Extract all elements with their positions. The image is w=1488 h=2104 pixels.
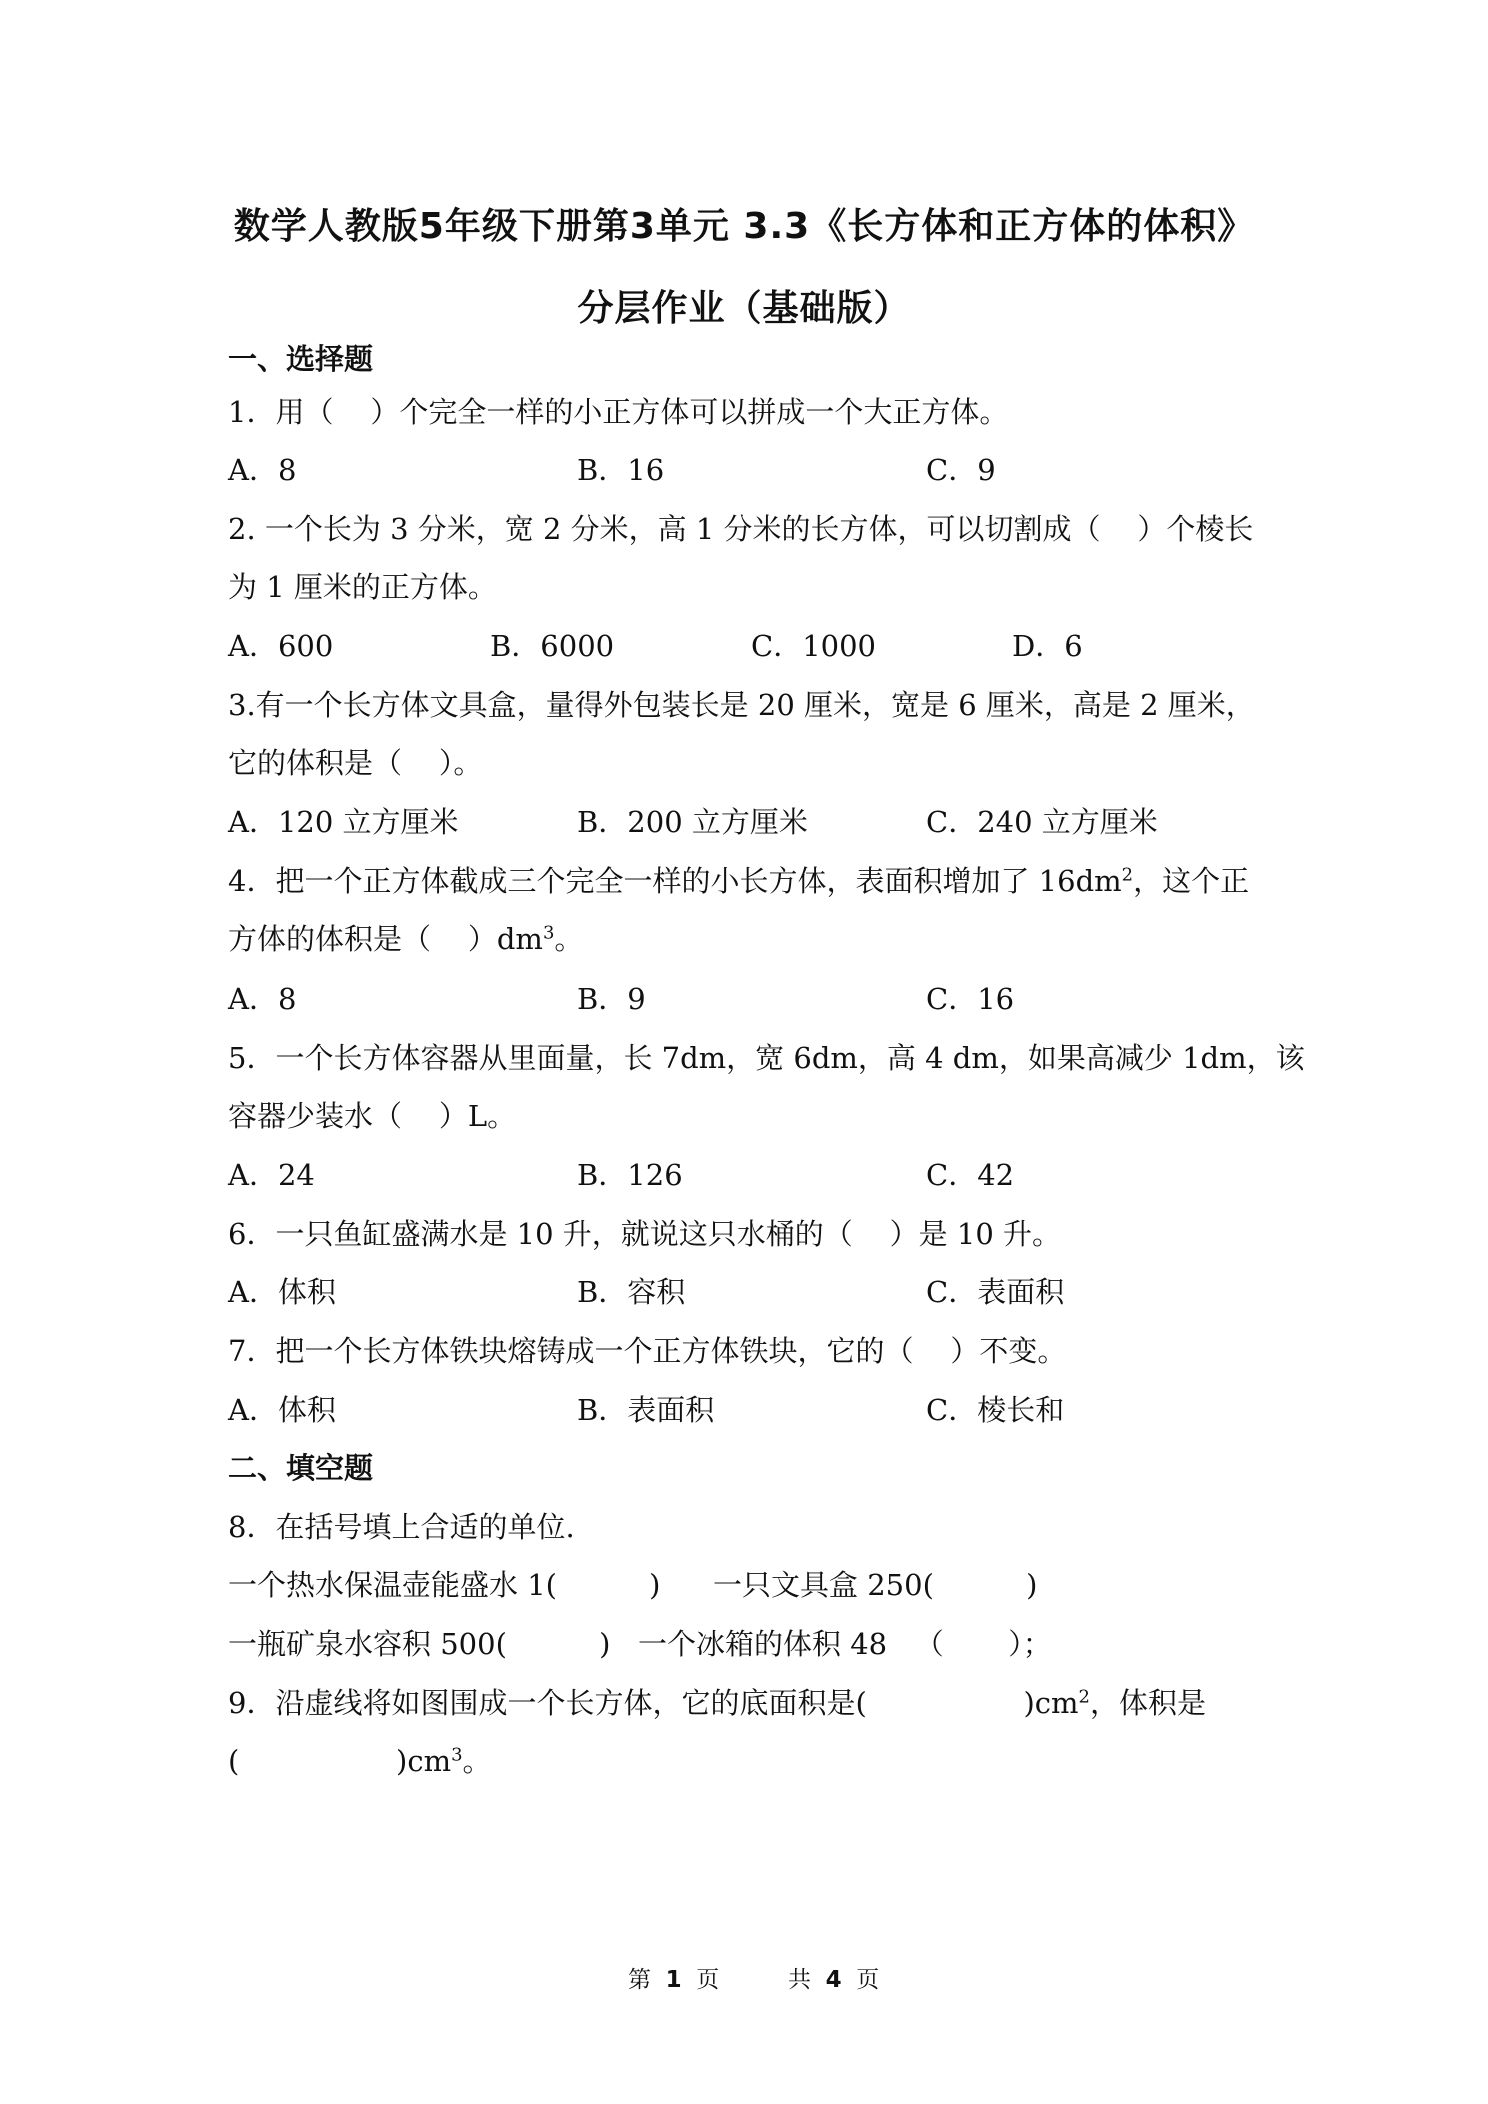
question-9-text-line1: 9．沿虚线将如图围成一个长方体，它的底面积是( )$cm^2$，体积是	[228, 1686, 1206, 1720]
question-2-option-b: B．6000	[490, 629, 615, 663]
question-4-option-a: A．8	[228, 982, 297, 1016]
question-5-option-b: B．126	[577, 1158, 683, 1192]
question-8-item-water-bottle: 一瓶矿泉水容积 500( )	[228, 1627, 611, 1661]
question-8-item-thermos: 一个热水保温壶能盛水 1( )	[228, 1568, 661, 1602]
question-4-text-line2: 方体的体积是（ ）$dm^3$。	[228, 922, 584, 956]
section-heading-fill-blank: 二、填空题	[228, 1451, 374, 1485]
question-3-text-line1: 3.有一个长方体文具盒，量得外包装长是 20 厘米，宽是 6 厘米，高是 2 厘米，	[228, 688, 1255, 722]
question-1-text: 1．用（ ）个完全一样的小正方体可以拼成一个大正方体。	[228, 395, 1009, 429]
question-9-text-line2: ( )$cm^3$。	[228, 1744, 492, 1778]
superscript: 2	[1121, 864, 1134, 886]
superscript: 3	[542, 922, 555, 944]
question-6-option-a: A．体积	[228, 1275, 336, 1309]
question-8-item-fridge: 一个冰箱的体积 48 （ ）；	[638, 1627, 1052, 1661]
question-3-text-line2: 它的体积是（ ）。	[228, 746, 483, 780]
question-5-text-line2: 容器少装水（ ）L。	[228, 1099, 517, 1133]
question-3-option-a: A．120 立方厘米	[228, 805, 459, 839]
question-2-option-d: D．6	[1012, 629, 1083, 663]
page-number: 第 1 页	[628, 1967, 720, 1993]
page-total: 共 4 页	[788, 1967, 880, 1993]
question-8-text: 8．在括号填上合适的单位.	[228, 1510, 575, 1544]
question-7-option-a: A．体积	[228, 1393, 336, 1427]
question-2-text-line1: 2. 一个长为 3 分米，宽 2 分米，高 1 分米的长方体，可以切割成（ ）个棱长	[228, 512, 1254, 546]
question-7-text: 7．把一个长方体铁块熔铸成一个正方体铁块，它的（ ）不变。	[228, 1334, 1067, 1368]
question-1-option-c: C．9	[926, 453, 996, 487]
question-5-option-a: A．24	[228, 1158, 315, 1192]
question-2-text-line2: 为 1 厘米的正方体。	[228, 570, 497, 604]
question-6-option-c: C．表面积	[926, 1275, 1065, 1309]
superscript: 3	[451, 1744, 463, 1766]
question-4-option-c: C．16	[926, 982, 1015, 1016]
question-7-option-c: C．棱长和	[926, 1393, 1065, 1427]
question-7-option-b: B．表面积	[577, 1393, 715, 1427]
question-5-text-line1: 5．一个长方体容器从里面量，长 7dm，宽 6dm，高 4 dm，如果高减少 1dm，该	[228, 1041, 1305, 1075]
question-5-option-c: C．42	[926, 1158, 1015, 1192]
question-1-option-b: B．16	[577, 453, 665, 487]
question-2-option-a: A．600	[228, 629, 334, 663]
question-4-option-b: B．9	[577, 982, 646, 1016]
document-subtitle: 分层作业（基础版）	[577, 288, 911, 329]
question-6-text: 6．一只鱼缸盛满水是 10 升，就说这只水桶的（ ）是 10 升。	[228, 1217, 1062, 1251]
question-4-text-line1: 4．把一个正方体截成三个完全一样的小长方体，表面积增加了 $16dm^2$，这个正	[228, 864, 1250, 898]
question-1-option-a: A．8	[228, 453, 297, 487]
question-8-item-pencil-box: 一只文具盒 250( )	[713, 1568, 1038, 1602]
question-3-option-c: C．240 立方厘米	[926, 805, 1158, 839]
question-6-option-b: B．容积	[577, 1275, 686, 1309]
question-3-option-b: B．200 立方厘米	[577, 805, 808, 839]
document-title: 数学人教版5年级下册第3单元 3.3《长方体和正方体的体积》	[233, 206, 1255, 247]
question-2-option-c: C．1000	[751, 629, 876, 663]
section-heading-choice: 一、选择题	[228, 342, 374, 376]
superscript: 2	[1078, 1686, 1090, 1708]
